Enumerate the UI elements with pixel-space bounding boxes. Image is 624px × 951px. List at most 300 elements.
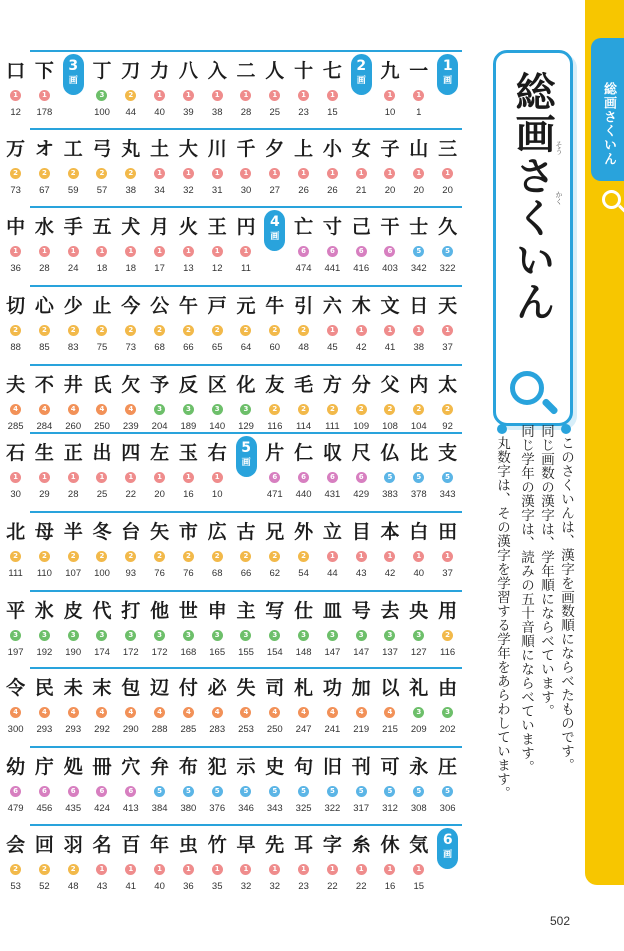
- grade-badge: 1: [10, 246, 21, 257]
- side-tab-label-box[interactable]: [591, 38, 624, 181]
- grade-badge: 3: [183, 404, 194, 415]
- page-reference: 59: [67, 185, 79, 196]
- kanji-entry[interactable]: [433, 285, 462, 364]
- kanji-entry[interactable]: [232, 285, 261, 364]
- kanji-entry[interactable]: [1, 824, 30, 903]
- page-reference: 10: [211, 489, 223, 500]
- kanji-character: 字: [322, 834, 342, 856]
- grade-badge: 1: [212, 472, 223, 483]
- kanji-character: 牛: [265, 295, 285, 317]
- kanji-entry[interactable]: [203, 667, 232, 746]
- grade-badge: 3: [96, 630, 107, 641]
- kanji-character: 欠: [121, 374, 141, 396]
- kanji-entry[interactable]: [232, 667, 261, 746]
- grade-badge: 1: [68, 246, 79, 257]
- kanji-entry[interactable]: [145, 746, 174, 825]
- kanji-entry[interactable]: [174, 206, 203, 285]
- grade-badge: 1: [240, 90, 251, 101]
- kanji-entry[interactable]: [232, 590, 261, 669]
- kanji-character: 五: [92, 216, 112, 238]
- kanji-entry[interactable]: [260, 824, 289, 903]
- kanji-entry[interactable]: [347, 128, 376, 207]
- kanji-entry[interactable]: [376, 285, 405, 364]
- kanji-entry[interactable]: [59, 285, 88, 364]
- kanji-entry[interactable]: [30, 50, 59, 129]
- kanji-character: 火: [178, 216, 198, 238]
- kanji-entry[interactable]: [174, 590, 203, 669]
- kanji-entry[interactable]: [145, 511, 174, 590]
- kanji-entry[interactable]: [116, 128, 145, 207]
- kanji-entry[interactable]: [1, 206, 30, 285]
- kanji-entry[interactable]: [260, 511, 289, 590]
- kanji-entry[interactable]: [404, 206, 433, 285]
- kanji-entry[interactable]: [260, 50, 289, 129]
- kanji-character: 礼: [409, 677, 429, 699]
- kanji-entry[interactable]: [88, 746, 117, 825]
- kanji-character: 田: [438, 521, 458, 543]
- kanji-entry[interactable]: [289, 824, 318, 903]
- kanji-entry[interactable]: [116, 824, 145, 903]
- kanji-entry[interactable]: [376, 667, 405, 746]
- kanji-entry[interactable]: [174, 50, 203, 129]
- kanji-entry[interactable]: [145, 667, 174, 746]
- kanji-entry[interactable]: [59, 590, 88, 669]
- kanji-entry[interactable]: [376, 824, 405, 903]
- kanji-entry[interactable]: [433, 128, 462, 207]
- grade-badge: 4: [96, 404, 107, 415]
- page-reference: 17: [154, 263, 165, 274]
- kanji-entry[interactable]: [174, 511, 203, 590]
- kanji-entry[interactable]: [1, 50, 30, 129]
- grade-badge: 2: [269, 325, 280, 336]
- kanji-entry[interactable]: [145, 590, 174, 669]
- page-reference: 127: [410, 647, 427, 658]
- kanji-character: 午: [178, 295, 198, 317]
- page-reference: 54: [298, 568, 309, 579]
- kanji-character: 父: [380, 374, 400, 396]
- kanji-entry[interactable]: [347, 511, 376, 590]
- kanji-entry[interactable]: [203, 206, 232, 285]
- kanji-entry[interactable]: [347, 667, 376, 746]
- kanji-entry[interactable]: [174, 746, 203, 825]
- page-reference: 241: [324, 724, 341, 735]
- kanji-entry[interactable]: [59, 511, 88, 590]
- grade-badge: 3: [384, 630, 395, 641]
- grade-badge: 1: [442, 551, 453, 562]
- kanji-entry[interactable]: [232, 511, 261, 590]
- grade-badge: 2: [298, 404, 309, 415]
- kanji-entry[interactable]: [404, 824, 433, 903]
- kanji-entry[interactable]: [88, 50, 117, 129]
- search-icon: [510, 371, 544, 405]
- page-reference: 68: [154, 342, 165, 353]
- kanji-entry[interactable]: [59, 206, 88, 285]
- kanji-entry[interactable]: [318, 432, 347, 511]
- kanji-entry[interactable]: [203, 511, 232, 590]
- kanji-entry[interactable]: [433, 590, 462, 669]
- kanji-entry[interactable]: [145, 824, 174, 903]
- kanji-entry[interactable]: [433, 432, 462, 511]
- kanji-entry[interactable]: [145, 285, 174, 364]
- kanji-character: 平: [6, 600, 26, 622]
- kanji-entry[interactable]: [289, 206, 318, 285]
- kanji-character: 文: [380, 295, 400, 317]
- kanji-entry[interactable]: [318, 285, 347, 364]
- stroke-count-number: 1: [442, 58, 453, 74]
- kanji-entry[interactable]: [203, 50, 232, 129]
- kanji-entry[interactable]: [145, 50, 174, 129]
- grade-badge: 2: [68, 864, 79, 875]
- grade-badge: 1: [269, 864, 280, 875]
- kanji-entry[interactable]: [59, 128, 88, 207]
- kanji-entry[interactable]: [232, 206, 261, 285]
- kanji-entry[interactable]: [318, 206, 347, 285]
- kanji-entry[interactable]: [59, 667, 88, 746]
- page-reference: 23: [298, 107, 309, 118]
- kanji-entry[interactable]: [145, 206, 174, 285]
- kanji-entry[interactable]: [376, 128, 405, 207]
- kanji-entry[interactable]: [260, 590, 289, 669]
- page-reference: 21: [355, 185, 367, 196]
- kanji-entry[interactable]: [347, 590, 376, 669]
- grade-badge: 4: [183, 707, 194, 718]
- kanji-entry[interactable]: [404, 285, 433, 364]
- kanji-entry[interactable]: [116, 285, 145, 364]
- kanji-character: 石: [6, 442, 26, 464]
- grade-badge: 1: [96, 864, 107, 875]
- page-reference: 53: [10, 881, 21, 892]
- page-reference: 239: [122, 421, 139, 432]
- grade-badge: 2: [298, 325, 309, 336]
- kanji-character: 幼: [6, 756, 26, 778]
- kanji-entry[interactable]: [376, 746, 405, 825]
- kanji-entry[interactable]: [59, 824, 88, 903]
- kanji-entry[interactable]: [116, 590, 145, 669]
- page-reference: 12: [10, 107, 21, 118]
- page-reference: 26: [298, 185, 309, 196]
- kanji-entry[interactable]: [116, 667, 145, 746]
- page-reference: 108: [382, 421, 398, 432]
- kanji-entry[interactable]: [376, 206, 405, 285]
- grade-badge: 5: [327, 786, 338, 797]
- kanji-entry[interactable]: [88, 511, 117, 590]
- page-reference: 285: [180, 724, 197, 735]
- page-reference: 178: [36, 107, 53, 118]
- kanji-entry[interactable]: [289, 590, 318, 669]
- kanji-entry[interactable]: [1, 285, 30, 364]
- kanji-entry[interactable]: [88, 590, 117, 669]
- kanji-entry[interactable]: [30, 824, 59, 903]
- grade-badge: 1: [212, 246, 223, 257]
- kanji-entry[interactable]: [116, 511, 145, 590]
- grade-badge: 5: [240, 786, 251, 797]
- kanji-character: 亡: [294, 216, 314, 238]
- kanji-entry[interactable]: [1, 667, 30, 746]
- kanji-entry[interactable]: [404, 746, 433, 825]
- kanji-entry[interactable]: [404, 511, 433, 590]
- kanji-entry[interactable]: [174, 128, 203, 207]
- kanji-character: 左: [150, 442, 170, 464]
- kanji-entry[interactable]: [88, 667, 117, 746]
- kanji-entry[interactable]: [347, 824, 376, 903]
- grade-badge: 1: [298, 168, 309, 179]
- grade-badge: 2: [212, 551, 223, 562]
- kanji-character: 司: [265, 677, 285, 699]
- kanji-entry[interactable]: [232, 128, 261, 207]
- kanji-character: 以: [380, 677, 400, 699]
- kanji-entry[interactable]: [318, 667, 347, 746]
- page-reference: 20: [384, 185, 396, 196]
- stroke-count-number: 4: [270, 214, 280, 230]
- grade-badge: 3: [183, 630, 194, 641]
- kanji-entry[interactable]: [174, 285, 203, 364]
- kanji-character: 付: [178, 677, 198, 699]
- page-reference: 32: [269, 881, 281, 892]
- kanji-character: 号: [351, 600, 371, 622]
- kanji-entry[interactable]: [30, 128, 59, 207]
- kanji-entry[interactable]: [289, 746, 318, 825]
- page-reference: 18: [125, 263, 137, 274]
- kanji-entry[interactable]: [203, 590, 232, 669]
- kanji-character: 年: [150, 834, 170, 856]
- grade-badge: 1: [413, 168, 424, 179]
- kanji-character: 右: [207, 442, 227, 464]
- kanji-entry[interactable]: [404, 590, 433, 669]
- note-2: [538, 424, 553, 718]
- kanji-entry[interactable]: [1, 590, 30, 669]
- kanji-entry[interactable]: [289, 128, 318, 207]
- kanji-character: 広: [207, 521, 227, 543]
- kanji-entry[interactable]: [174, 667, 203, 746]
- page-reference: 440: [295, 489, 312, 500]
- kanji-entry[interactable]: [116, 206, 145, 285]
- kanji-entry[interactable]: [404, 667, 433, 746]
- kanji-entry[interactable]: [260, 128, 289, 207]
- kanji-entry[interactable]: [376, 432, 405, 511]
- kanji-entry[interactable]: [289, 285, 318, 364]
- kanji-entry[interactable]: [318, 590, 347, 669]
- kanji-character: 水: [34, 216, 54, 238]
- kanji-character: 包: [121, 677, 141, 699]
- page-reference: 16: [183, 489, 194, 500]
- kanji-entry[interactable]: [433, 511, 462, 590]
- kanji-entry[interactable]: [433, 206, 462, 285]
- grade-badge: 5: [356, 786, 367, 797]
- kanji-character: 弓: [92, 138, 112, 160]
- page-reference: 15: [327, 107, 338, 118]
- grade-badge: 4: [68, 707, 79, 718]
- kanji-character: 下: [34, 60, 54, 82]
- kanji-entry[interactable]: [260, 667, 289, 746]
- page-reference: 378: [410, 489, 427, 500]
- grade-badge: 1: [384, 325, 395, 336]
- kanji-entry[interactable]: [30, 206, 59, 285]
- kanji-entry[interactable]: [30, 285, 59, 364]
- kanji-entry[interactable]: [116, 50, 145, 129]
- kanji-entry[interactable]: [1, 511, 30, 590]
- kanji-entry[interactable]: [1, 432, 30, 511]
- kanji-entry[interactable]: [318, 746, 347, 825]
- kanji-character: 必: [207, 677, 227, 699]
- kanji-entry[interactable]: [260, 432, 289, 511]
- kanji-entry[interactable]: [318, 824, 347, 903]
- grade-badge: 1: [384, 864, 395, 875]
- kanji-entry[interactable]: [1, 128, 30, 207]
- side-tab[interactable]: [585, 0, 624, 885]
- kanji-entry[interactable]: [433, 667, 462, 746]
- page-reference: 20: [442, 185, 453, 196]
- page-reference: 38: [125, 185, 137, 196]
- kanji-entry[interactable]: [203, 824, 232, 903]
- page-reference: 431: [324, 489, 341, 500]
- kanji-entry[interactable]: [404, 50, 433, 129]
- kanji-character: 未: [63, 677, 83, 699]
- kanji-entry[interactable]: [318, 128, 347, 207]
- kanji-entry[interactable]: [30, 432, 59, 511]
- kanji-entry[interactable]: [232, 824, 261, 903]
- kanji-entry[interactable]: [232, 50, 261, 129]
- search-icon-handle: [618, 205, 624, 213]
- kanji-entry[interactable]: [376, 50, 405, 129]
- kanji-entry[interactable]: [318, 50, 347, 129]
- kanji-entry[interactable]: [145, 128, 174, 207]
- page-reference: 37: [442, 568, 453, 579]
- kanji-character: 回: [34, 834, 54, 856]
- kanji-character: 日: [409, 295, 429, 317]
- kanji-entry[interactable]: [88, 128, 117, 207]
- page-reference: 456: [36, 803, 53, 814]
- page-reference: 219: [353, 724, 370, 735]
- kanji-entry[interactable]: [203, 128, 232, 207]
- index-row: [6, 667, 462, 746]
- page-reference: 29: [39, 489, 50, 500]
- page-reference: 109: [353, 421, 370, 432]
- grade-badge: 3: [269, 630, 280, 641]
- grade-badge: 3: [413, 630, 424, 641]
- kanji-entry[interactable]: [289, 432, 318, 511]
- kanji-entry[interactable]: [116, 746, 145, 825]
- page-reference: 16: [384, 881, 396, 892]
- kanji-character: 千: [236, 138, 256, 160]
- kanji-entry[interactable]: [289, 50, 318, 129]
- kanji-entry[interactable]: [88, 285, 117, 364]
- kanji-entry[interactable]: [260, 285, 289, 364]
- kanji-entry[interactable]: [433, 746, 462, 825]
- kanji-character: 二: [236, 60, 256, 82]
- page-reference: 306: [439, 803, 456, 814]
- kanji-entry[interactable]: [347, 746, 376, 825]
- page-reference: 284: [36, 421, 53, 432]
- kanji-character: 入: [207, 60, 227, 82]
- grade-badge: 1: [125, 864, 136, 875]
- kanji-entry[interactable]: [30, 511, 59, 590]
- kanji-character: 士: [409, 216, 429, 238]
- grade-badge: 2: [327, 404, 338, 415]
- grade-badge: 2: [154, 325, 165, 336]
- kanji-entry[interactable]: [88, 824, 117, 903]
- kanji-character: 天: [438, 295, 458, 317]
- grade-badge: 1: [327, 864, 338, 875]
- kanji-entry[interactable]: [30, 746, 59, 825]
- kanji-entry[interactable]: [116, 432, 145, 511]
- page-reference: 474: [295, 263, 312, 274]
- grade-badge: 2: [10, 325, 21, 336]
- grade-badge: 1: [413, 551, 424, 562]
- grade-badge: 2: [10, 168, 21, 179]
- grade-badge: 1: [96, 246, 107, 257]
- page-reference: 416: [353, 263, 370, 274]
- grade-badge: 2: [154, 551, 165, 562]
- kanji-entry[interactable]: [203, 746, 232, 825]
- kanji-character: 処: [63, 756, 83, 778]
- kanji-entry[interactable]: [289, 511, 318, 590]
- note-1-text: このさくいんは、漢字を画数順にならべたものです。: [558, 436, 574, 772]
- grade-badge: 1: [154, 472, 165, 483]
- page-reference: 479: [7, 803, 24, 814]
- kanji-entry[interactable]: [376, 590, 405, 669]
- kanji-entry[interactable]: [260, 746, 289, 825]
- kanji-entry[interactable]: [145, 432, 174, 511]
- kanji-entry[interactable]: [88, 206, 117, 285]
- page-reference: 202: [439, 724, 456, 735]
- kanji-entry[interactable]: [59, 746, 88, 825]
- grade-badge: 3: [240, 404, 251, 415]
- kanji-entry[interactable]: [376, 511, 405, 590]
- grade-badge: 1: [212, 90, 223, 101]
- kanji-entry[interactable]: [1, 746, 30, 825]
- grade-badge: 2: [125, 325, 136, 336]
- title-ruby-kaku: かく: [555, 191, 563, 205]
- kanji-character: 弁: [150, 756, 170, 778]
- kanji-entry[interactable]: [347, 285, 376, 364]
- page-reference: 25: [96, 489, 108, 500]
- kanji-entry[interactable]: [404, 128, 433, 207]
- kanji-entry[interactable]: [30, 667, 59, 746]
- kanji-entry[interactable]: [174, 824, 203, 903]
- kanji-entry[interactable]: [232, 746, 261, 825]
- kanji-character: 大: [178, 138, 198, 160]
- note-3-text: 同じ学年の漢字は、読みの五十音順にならべています。: [518, 424, 534, 774]
- kanji-entry[interactable]: [203, 285, 232, 364]
- kanji-entry[interactable]: [289, 667, 318, 746]
- grade-badge: 5: [413, 786, 424, 797]
- kanji-entry[interactable]: [347, 432, 376, 511]
- kanji-character: 市: [178, 521, 198, 543]
- kanji-entry[interactable]: [404, 432, 433, 511]
- grade-badge: 2: [96, 551, 107, 562]
- page-reference: 32: [240, 881, 252, 892]
- grade-badge: 5: [442, 786, 453, 797]
- kanji-entry[interactable]: [88, 432, 117, 511]
- kanji-character: 旧: [322, 756, 342, 778]
- kanji-entry[interactable]: [30, 590, 59, 669]
- kanji-character: 耳: [294, 834, 314, 856]
- kanji-character: 六: [322, 295, 342, 317]
- kanji-entry[interactable]: [59, 432, 88, 511]
- grade-badge: 4: [212, 707, 223, 718]
- page-reference: 380: [180, 803, 197, 814]
- page-reference: 48: [298, 342, 309, 353]
- kanji-character: 永: [409, 756, 429, 778]
- kanji-entry[interactable]: [203, 432, 232, 511]
- kanji-character: 万: [6, 138, 26, 160]
- kanji-character: 口: [6, 60, 26, 82]
- kanji-entry[interactable]: [318, 511, 347, 590]
- kanji-entry[interactable]: [174, 432, 203, 511]
- page-reference: 36: [10, 263, 21, 274]
- kanji-entry[interactable]: [347, 206, 376, 285]
- stroke-count-marker: [260, 206, 289, 285]
